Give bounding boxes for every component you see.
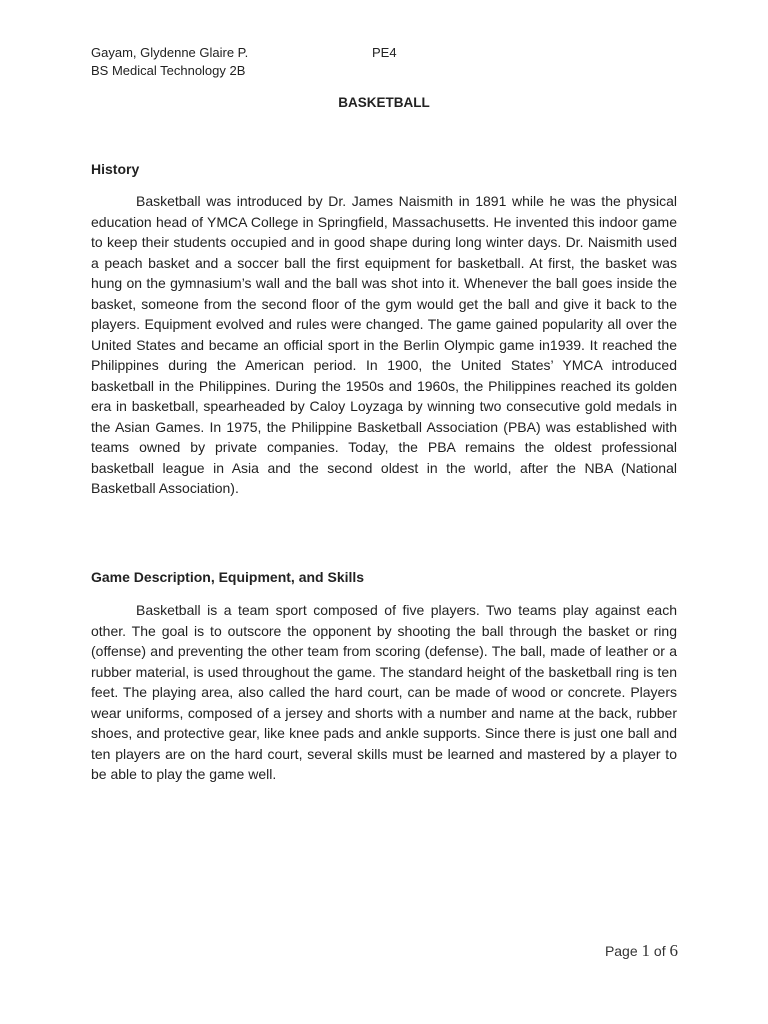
author-name: Gayam, Glydenne Glaire P.	[91, 45, 249, 60]
total-pages-number: 6	[669, 941, 678, 960]
author-course: BS Medical Technology 2B	[91, 63, 246, 78]
document-title: BASKETBALL	[338, 95, 430, 110]
page-number-footer	[605, 941, 678, 961]
section-heading-game-description: Game Description, Equipment, and Skills	[91, 569, 365, 585]
current-page-number: 1	[641, 941, 651, 960]
page-label: Page	[604, 943, 638, 959]
subject-code: PE4	[372, 45, 397, 60]
history-paragraph: Basketball was introduced by Dr. James Naismith in 1891 while he was the physical education head of YMCA College in Springfield, Massachusetts. He invented this indoor game to keep their students occupied and in good shape during long winter days. Dr. Naismith used a peach basket and a soccer ball the first equipment for basketball. At first, the basket was hung on the gymnasium’s wall and the ball was shot into it. Whenever the ball goes inside the basket, someone from the second floor of the gym would get the ball and give it back to the players. Equipment evolved and rules were changed. The game gained popularity all over the United States and became an official sport in the Berlin Olympic game in1939. It reached the Philippines during the American period. In 1900, the United States’ YMCA introduced basketball in the Philippines. During the 1950s and 1960s, the Philippines reached its golden era in basketball, spearheaded by Caloy Loyzaga by winning two consecutive gold medals in the Asian Games. In 1975, the Philippine Basketball Association (PBA) was established with teams owned by private companies. Today, the PBA remains the oldest professional basketball league in Asia and the second oldest in the world, after the NBA (National Basketball Association).	[91, 193, 677, 496]
game-description-paragraph: Basketball is a team sport composed of five players. Two teams play against each other. The goal is to outscore the opponent by shooting the ball through the basket or ring (offense) and preventing the other team from scoring (defense). The ball, made of leather or a rubber material, is used throughout the game. The standard height of the basketball ring is ten feet. The playing area, also called the hard court, can be made of wood or concrete. Players wear uniforms, composed of a jersey and shorts with a number and name at the back, rubber shoes, and protective gear, like knee pads and ankle supports. Since there is just one ball and ten players are on the hard court, several skills must be learned and mastered by a player to be able to play the game well.	[91, 602, 677, 782]
section-heading-history: History	[91, 161, 140, 177]
of-label: of	[653, 943, 666, 959]
